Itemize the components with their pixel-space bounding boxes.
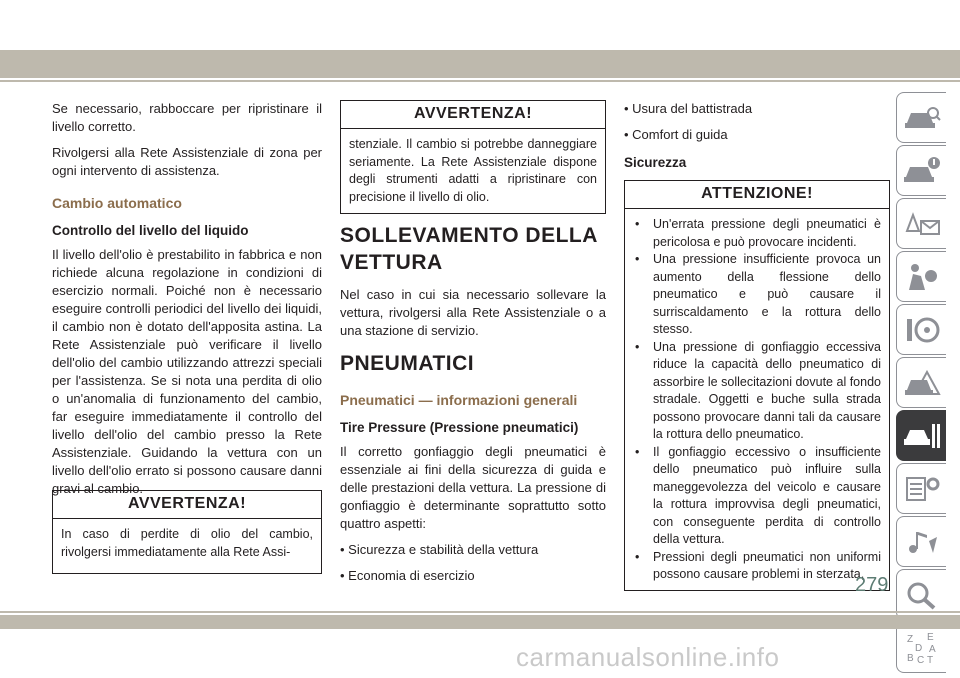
section-heading: SOLLEVAMENTO DELLA VETTURA	[340, 224, 598, 274]
attention-box	[624, 180, 890, 591]
column-3	[624, 100, 890, 178]
paragraph: Rivolgersi alla Rete Assistenziale di zona per ogni intervento di assistenza.	[52, 145, 322, 178]
warning-body: In caso di perdite di olio del cambio, rivolgersi immediatamente alla Rete Assi-	[61, 527, 313, 559]
attention-list	[633, 216, 881, 584]
watermark: carmanualsonline.info	[516, 642, 780, 672]
index-letter: C	[916, 654, 924, 665]
column-1	[52, 100, 322, 506]
list-item: • Una pressione di gonfiaggio eccessiva riduce la capacità dello pneumatico di assorbire le sollecitazioni dovute al fondo stradale. Oggetti e buche sulla strada possono provocare danni tali da causare la rottura dello pneumatico.	[633, 339, 881, 444]
list-item: • Pressioni degli pneumatici non uniformi possono causare problemi in sterzata,	[633, 549, 881, 584]
index-letter: Z	[906, 633, 913, 645]
bullet: • Usura del battistrada	[624, 101, 753, 116]
index-letter: B	[906, 652, 914, 664]
section-heading: PNEUMATICI	[340, 352, 475, 375]
bottom-band	[0, 615, 960, 629]
index-letters-icon[interactable]	[896, 622, 946, 673]
warning-heading: AVVERTENZA!	[53, 491, 321, 519]
page-number: 279	[855, 574, 889, 596]
column-2	[340, 212, 606, 593]
index-letter: E	[926, 631, 934, 643]
section-title: Sicurezza	[624, 155, 687, 170]
index-letter: D	[914, 642, 922, 654]
subheading: Cambio automatico	[52, 195, 182, 211]
index-letter: A	[928, 643, 936, 655]
paragraph: Se necessario, rabboccare per ripristinare il livello corretto.	[52, 101, 322, 134]
car-wrench-icon[interactable]	[896, 410, 946, 461]
list-item: • Un'errata pressione degli pneumatici è pericolosa e può provocare incidenti.	[633, 216, 881, 251]
person-airbag-icon[interactable]	[896, 251, 946, 302]
car-info-icon[interactable]	[896, 145, 946, 196]
list-gear-icon[interactable]	[896, 463, 946, 514]
top-rule	[0, 80, 960, 82]
warning-box	[52, 490, 322, 574]
chapter-tabs	[896, 92, 948, 675]
bullet: • Economia di esercizio	[340, 568, 475, 583]
paragraph: Nel caso in cui sia necessario sollevare la vettura, rivolgersi alla Rete Assistenziale o a una stazione di servizio.	[340, 287, 606, 338]
paragraph: Il corretto gonfiaggio degli pneumatici è essenziale ai fini della sicurezza di guida e delle prestazioni della vettura. La pressione di gonfiaggio è determinante soprattutto sotto quattro aspetti:	[340, 444, 606, 531]
envelope-warning-icon[interactable]	[896, 198, 946, 249]
steering-wheel-icon[interactable]	[896, 304, 946, 355]
bottom-rule	[0, 611, 960, 613]
index-letter: T	[926, 654, 933, 665]
paragraph: Il livello dell'olio è prestabilito in fabbrica e non richiede alcuna regolazione in condizioni di esercizio normali. Poiché non è necessario eseguire controlli periodici del livello dei liquidi, il cambio non è dotato dell'apposita astina. La Rete Assistenziale può verificare il livello dell'olio del cambio utilizzando attrezzi speciali per l'assistenza. Se si nota una perdita di olio o un'anomalia di funzionamento del cambio, far eseguire immediatamente il controllo del livello dell'olio del cambio presso la Rete Assistenziale. Guidando la vettura con un livello dell'olio errato si possono causare danni gravi al cambio.	[52, 247, 322, 496]
car-search-icon[interactable]	[896, 92, 946, 143]
warning-box-continued	[340, 100, 606, 214]
warning-heading: AVVERTENZA!	[341, 101, 605, 129]
subheading: Pneumatici — informazioni generali	[340, 392, 578, 408]
list-item: • Il gonfiaggio eccessivo o insufficiente dello pneumatico può influire sulla maneggevolezza del veicolo e causare la rottura improvvisa degli pneumatici, con conseguente perdita di controllo della vettura.	[633, 444, 881, 549]
bullet: • Comfort di guida	[624, 127, 728, 142]
bullet: • Sicurezza e stabilità della vettura	[340, 542, 539, 557]
car-crash-icon[interactable]	[896, 357, 946, 408]
top-band	[0, 50, 960, 78]
music-nav-icon[interactable]	[896, 516, 946, 567]
section-title: Controllo del livello del liquido	[52, 223, 249, 238]
attention-heading: ATTENZIONE!	[625, 181, 889, 209]
section-title: Tire Pressure (Pressione pneumatici)	[340, 420, 579, 435]
list-item: • Una pressione insufficiente provoca un aumento della flessione dello pneumatico e può causare il surriscaldamento e la rottura dello stesso.	[633, 251, 881, 339]
warning-body: stenziale. Il cambio si potrebbe danneggiare seriamente. La Rete Assistenziale dispone degli strumenti adatti a ripristinare con precisione il livello di olio.	[349, 137, 597, 204]
